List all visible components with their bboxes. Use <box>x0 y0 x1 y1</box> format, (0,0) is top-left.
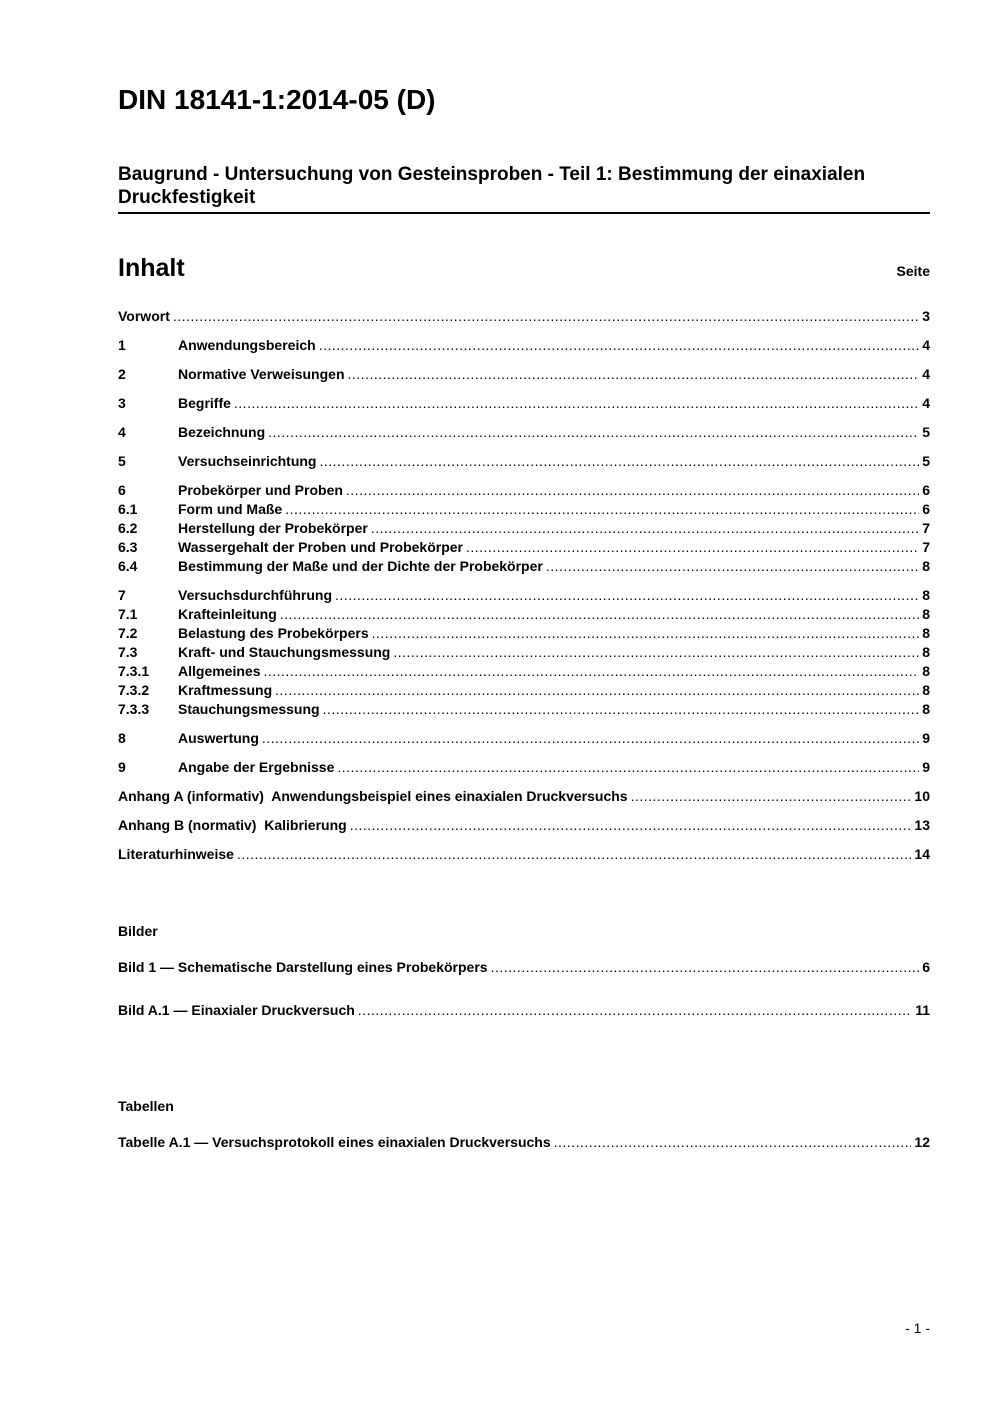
toc-row <box>118 1001 930 1020</box>
toc-row <box>118 605 930 624</box>
toc-entry-page: 6 <box>922 482 930 498</box>
toc-entry-number: 7.3.3 <box>118 701 150 717</box>
toc-entry-page: 5 <box>922 453 930 469</box>
leader-dots <box>316 336 920 355</box>
toc-entry-number: 7.1 <box>118 606 138 622</box>
toc-entry-label: Vorwort <box>118 308 170 324</box>
toc-entry-page: 8 <box>922 606 930 622</box>
toc-row <box>118 452 930 471</box>
toc-row <box>118 643 930 662</box>
leader-dots <box>543 557 919 576</box>
toc-entry-label: Bild A.1 — Einaxialer Druckversuch <box>118 1002 355 1018</box>
leader-dots <box>345 365 920 384</box>
toc-entry-page: 8 <box>922 644 930 660</box>
toc-entry-page: 14 <box>914 846 930 862</box>
toc-entry-number: 7.3 <box>118 644 138 660</box>
toc-entry-number: 6.2 <box>118 520 138 536</box>
leader-dots <box>334 758 919 777</box>
toc-entry-page: 7 <box>922 520 930 536</box>
toc-entry-number: 2 <box>118 366 126 382</box>
toc-entry-number: 6.3 <box>118 539 138 555</box>
tables-heading: Tabellen <box>118 1098 174 1114</box>
toc-row <box>118 586 930 605</box>
toc-entry-page: 6 <box>922 959 930 975</box>
leader-dots <box>628 787 912 806</box>
toc-entry-label: Tabelle A.1 — Versuchsprotokoll eines einaxialen Druckversuchs <box>118 1134 551 1150</box>
toc-row <box>118 423 930 442</box>
toc-row <box>118 816 930 835</box>
toc-entry-label: Anhang B (normativ) Kalibrierung <box>118 817 347 833</box>
toc-entry-page: 6 <box>922 501 930 517</box>
toc-entry-label: Versuchsdurchführung <box>178 587 333 603</box>
toc-entry-number: 5 <box>118 453 126 469</box>
toc-entry-page: 8 <box>922 663 930 679</box>
leader-dots <box>369 624 920 643</box>
leader-dots <box>332 586 919 605</box>
toc-entry-number: 6 <box>118 482 126 498</box>
toc-entry-page: 5 <box>922 424 930 440</box>
toc-entry-label: Normative Verweisungen <box>178 366 345 382</box>
toc-entry-number: 7.3.2 <box>118 682 150 698</box>
toc-entry-label: Bild 1 — Schematische Darstellung eines Probekörpers <box>118 959 488 975</box>
toc-entry-label: Herstellung der Probekörper <box>178 520 368 536</box>
toc-entry-label: Bezeichnung <box>178 424 266 440</box>
leader-dots <box>282 500 919 519</box>
toc-row <box>118 557 930 576</box>
toc-entry-page: 8 <box>922 625 930 641</box>
toc-entry-label: Stauchungsmessung <box>178 701 320 717</box>
toc-entry-page: 4 <box>922 395 930 411</box>
toc-entry-page: 10 <box>914 788 930 804</box>
toc-entry-number: 4 <box>118 424 126 440</box>
toc-entry-label: Bestimmung der Maße und der Dichte der Probekörper <box>178 558 543 574</box>
toc-entry-label: Anhang A (informativ) Anwendungsbeispiel eines einaxialen Druckversuchs <box>118 788 628 804</box>
toc-entry-label: Anwendungsbereich <box>178 337 316 353</box>
toc-entry-number: 1 <box>118 337 126 353</box>
leader-dots <box>390 643 919 662</box>
toc-entry-label: Belastung des Probekörpers <box>178 625 369 641</box>
toc-row <box>118 1133 930 1152</box>
toc-row <box>118 519 930 538</box>
toc-entry-number: 3 <box>118 395 126 411</box>
document-title: Baugrund - Untersuchung von Gesteinsproben - Teil 1: Bestimmung der einaxialen Druckfestigkeit <box>118 163 930 214</box>
toc-entry-page: 9 <box>922 759 930 775</box>
toc-entry-page: 8 <box>922 701 930 717</box>
toc-entry-label: Angabe der Ergebnisse <box>178 759 335 775</box>
leader-dots <box>272 681 919 700</box>
leader-dots <box>347 816 912 835</box>
leader-dots <box>316 452 919 471</box>
toc-entry-page: 12 <box>914 1134 930 1150</box>
toc-row <box>118 624 930 643</box>
toc-entry-page: 4 <box>922 366 930 382</box>
toc-entry-number: 7 <box>118 587 126 603</box>
figures-list <box>118 958 930 1020</box>
leader-dots <box>260 662 919 681</box>
toc-row <box>118 787 930 806</box>
toc-entry-number: 6.1 <box>118 501 138 517</box>
contents-header-row <box>118 254 930 282</box>
leader-dots <box>265 423 919 442</box>
toc-row <box>118 662 930 681</box>
toc-entry-number: 7.3.1 <box>118 663 150 679</box>
leader-dots <box>551 1133 912 1152</box>
toc-row <box>118 481 930 500</box>
toc-entry-label: Probekörper und Proben <box>178 482 343 498</box>
toc-row <box>118 365 930 384</box>
figures-heading: Bilder <box>118 923 158 939</box>
toc-entry-label: Literaturhinweise <box>118 846 234 862</box>
toc-row <box>118 729 930 748</box>
toc-entry-page: 8 <box>922 587 930 603</box>
toc-row <box>118 700 930 719</box>
leader-dots <box>259 729 919 748</box>
leader-dots <box>488 958 920 977</box>
toc-row <box>118 538 930 557</box>
toc-entry-page: 13 <box>914 817 930 833</box>
leader-dots <box>277 605 919 624</box>
toc-entry-label: Auswertung <box>178 730 259 746</box>
toc-row <box>118 394 930 413</box>
toc-row <box>118 845 930 864</box>
tables-list <box>118 1133 930 1152</box>
toc-entry-label: Wassergehalt der Proben und Probekörper <box>178 539 463 555</box>
leader-dots <box>463 538 919 557</box>
page-column-label: Seite <box>896 263 930 279</box>
toc-row <box>118 758 930 777</box>
toc-entry-label: Versuchseinrichtung <box>178 453 317 469</box>
toc-entry-label: Allgemeines <box>178 663 261 679</box>
toc-entry-label: Begriffe <box>178 395 231 411</box>
toc-entry-number: 7.2 <box>118 625 138 641</box>
toc-entry-page: 3 <box>922 308 930 324</box>
toc-row <box>118 681 930 700</box>
contents-heading: Inhalt <box>118 254 185 282</box>
leader-dots <box>231 394 919 413</box>
document-code: DIN 18141-1:2014-05 (D) <box>118 84 436 115</box>
leader-dots <box>234 845 912 864</box>
toc-entry-label: Krafteinleitung <box>178 606 277 622</box>
toc-entry-page: 11 <box>915 1002 930 1018</box>
leader-dots <box>368 519 919 538</box>
toc-entry-page: 4 <box>922 337 930 353</box>
toc-entry-page: 7 <box>922 539 930 555</box>
toc-entry-number: 6.4 <box>118 558 138 574</box>
leader-dots <box>355 1001 912 1020</box>
toc-row <box>118 307 930 326</box>
toc-entry-number: 8 <box>118 730 126 746</box>
toc-entry-page: 8 <box>922 558 930 574</box>
leader-dots <box>343 481 919 500</box>
toc-row <box>118 336 930 355</box>
leader-dots <box>170 307 919 326</box>
toc-row <box>118 500 930 519</box>
page-number-footer: - 1 - <box>905 1320 930 1336</box>
toc-entry-label: Form und Maße <box>178 501 283 517</box>
toc-entry-page: 9 <box>922 730 930 746</box>
toc-entry-label: Kraftmessung <box>178 682 273 698</box>
toc-entry-label: Kraft- und Stauchungsmessung <box>178 644 391 660</box>
leader-dots <box>320 700 920 719</box>
toc-list <box>118 307 930 864</box>
toc-row <box>118 958 930 977</box>
toc-entry-number: 9 <box>118 759 126 775</box>
toc-entry-page: 8 <box>922 682 930 698</box>
